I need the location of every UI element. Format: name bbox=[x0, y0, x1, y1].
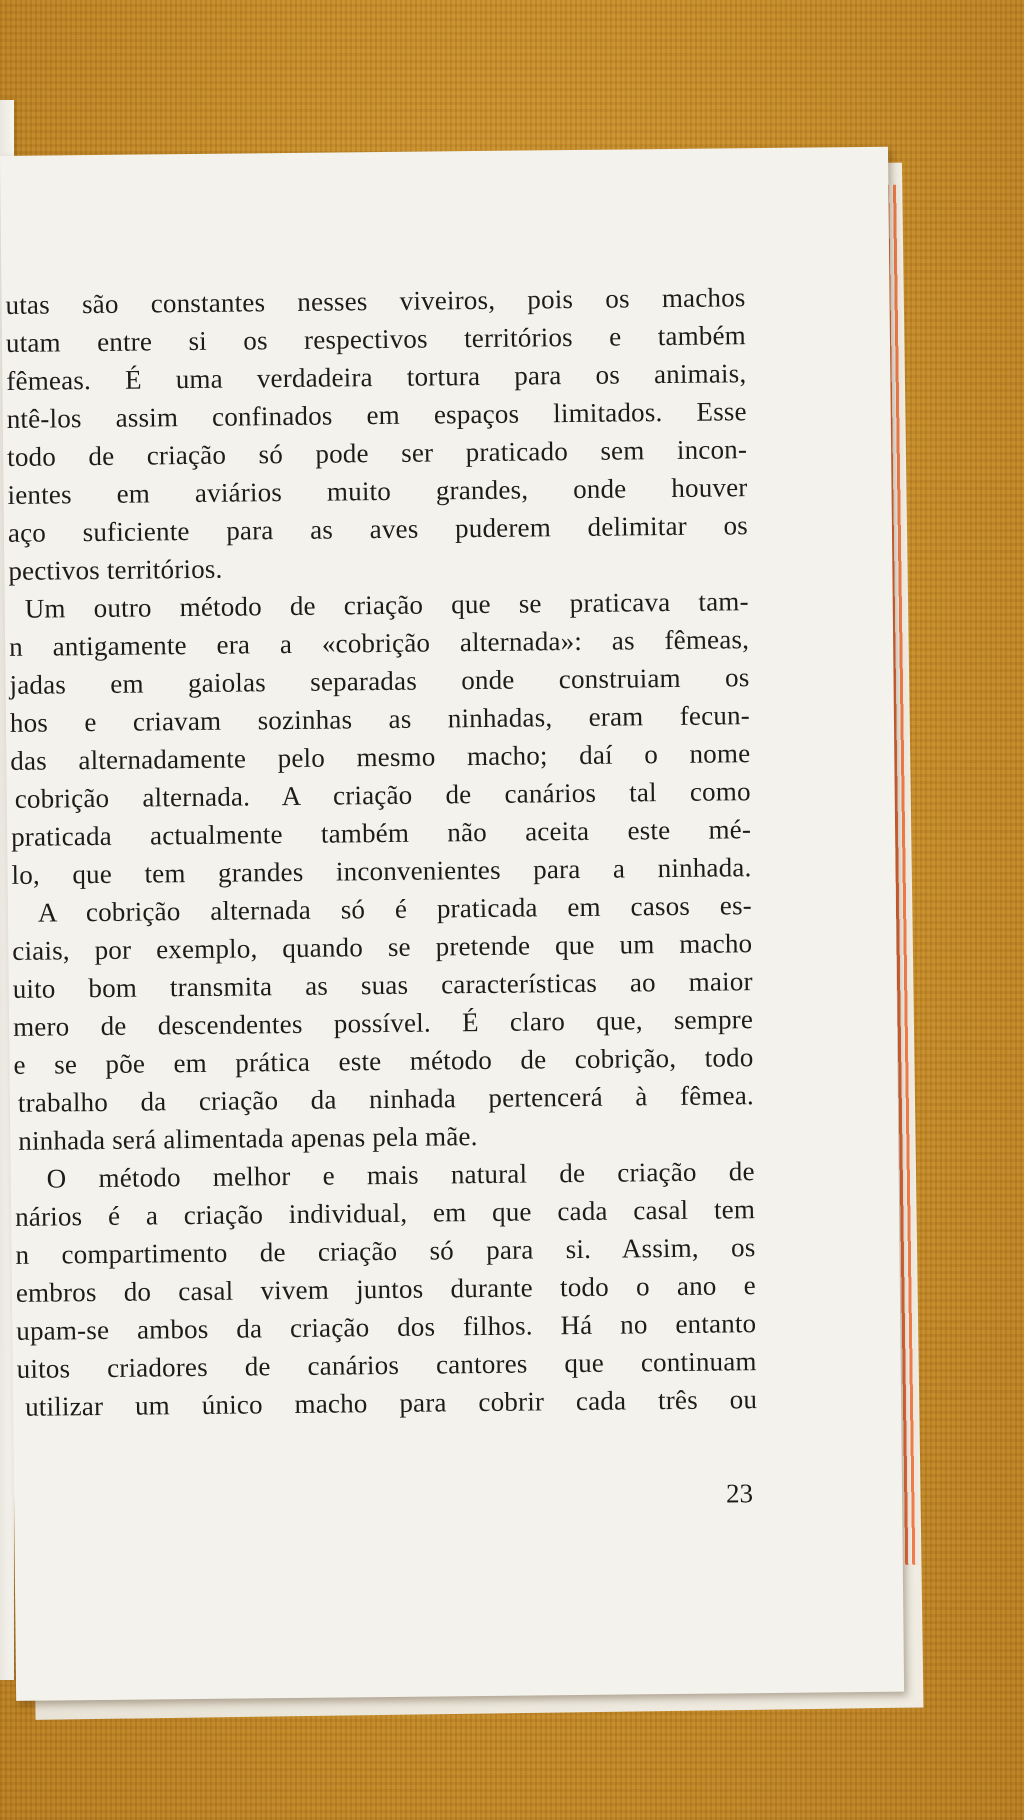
text-line: utam entre si os respectivos territórios e também bbox=[5, 320, 747, 358]
text-line: todo de criação só pode ser praticado sem incon- bbox=[6, 434, 748, 472]
text-line: ntê-los assim confinados em espaços limitados. Esse bbox=[6, 396, 747, 434]
text-line: utilizar um único macho para cobrir cada três ou bbox=[24, 1384, 758, 1422]
text-line: lo, que tem grandes inconvenientes para a ninhada. bbox=[11, 852, 752, 890]
text-line: mero de descendentes possível. É claro que, sempre bbox=[12, 1004, 754, 1042]
text-line: nários é a criação individual, em que cada casal tem bbox=[14, 1194, 756, 1232]
text-line: pectivos territórios. bbox=[8, 553, 223, 586]
page-number: 23 bbox=[725, 1478, 754, 1509]
text-line: utas são constantes nesses viveiros, pois os machos bbox=[5, 282, 746, 320]
text-line: n antigamente era a «cobrição alternada»: as fêmeas, bbox=[8, 624, 750, 662]
text-line: uitos criadores de canários cantores que continuam bbox=[16, 1346, 757, 1384]
text-line: upam-se ambos da criação dos filhos. Há no entanto bbox=[16, 1308, 757, 1346]
text-line: A cobrição alternada só é praticada em casos es- bbox=[37, 890, 753, 928]
text-line: uito bom transmita as suas características ao maior bbox=[12, 966, 753, 1004]
text-line: O método melhor e mais natural de criação de bbox=[46, 1156, 755, 1194]
book-page bbox=[0, 147, 904, 1701]
text-line: hos e criavam sozinhas as ninhadas, eram fecun- bbox=[9, 700, 751, 738]
text-line: cobrição alternada. A criação de canários tal como bbox=[14, 776, 751, 814]
text-line: ninhada será alimentada apenas pela mãe. bbox=[18, 1121, 478, 1156]
text-line: Um outro método de criação que se praticava tam- bbox=[24, 586, 749, 624]
text-line: trabalho da criação da ninhada pertencerá à fêmea. bbox=[17, 1080, 755, 1118]
text-line: praticada actualmente também não aceita este mé- bbox=[10, 814, 752, 852]
text-line: ientes em aviários muito grandes, onde houver bbox=[7, 472, 748, 510]
text-line: jadas em gaiolas separadas onde construiam os bbox=[9, 662, 750, 700]
text-line: aço suficiente para as aves puderem delimitar os bbox=[7, 510, 749, 548]
text-line: fêmeas. É uma verdadeira tortura para os animais, bbox=[6, 358, 747, 396]
text-line: n compartimento de criação só para si. Assim, os bbox=[15, 1232, 756, 1270]
body-text bbox=[1, 278, 757, 1426]
text-line: ciais, por exemplo, quando se pretende que um macho bbox=[12, 928, 753, 966]
text-line: e se põe em prática este método de cobrição, todo bbox=[13, 1042, 754, 1080]
text-line: das alternadamente pelo mesmo macho; daí o nome bbox=[10, 738, 751, 776]
text-line: embros do casal vivem juntos durante todo o ano e bbox=[15, 1270, 757, 1308]
